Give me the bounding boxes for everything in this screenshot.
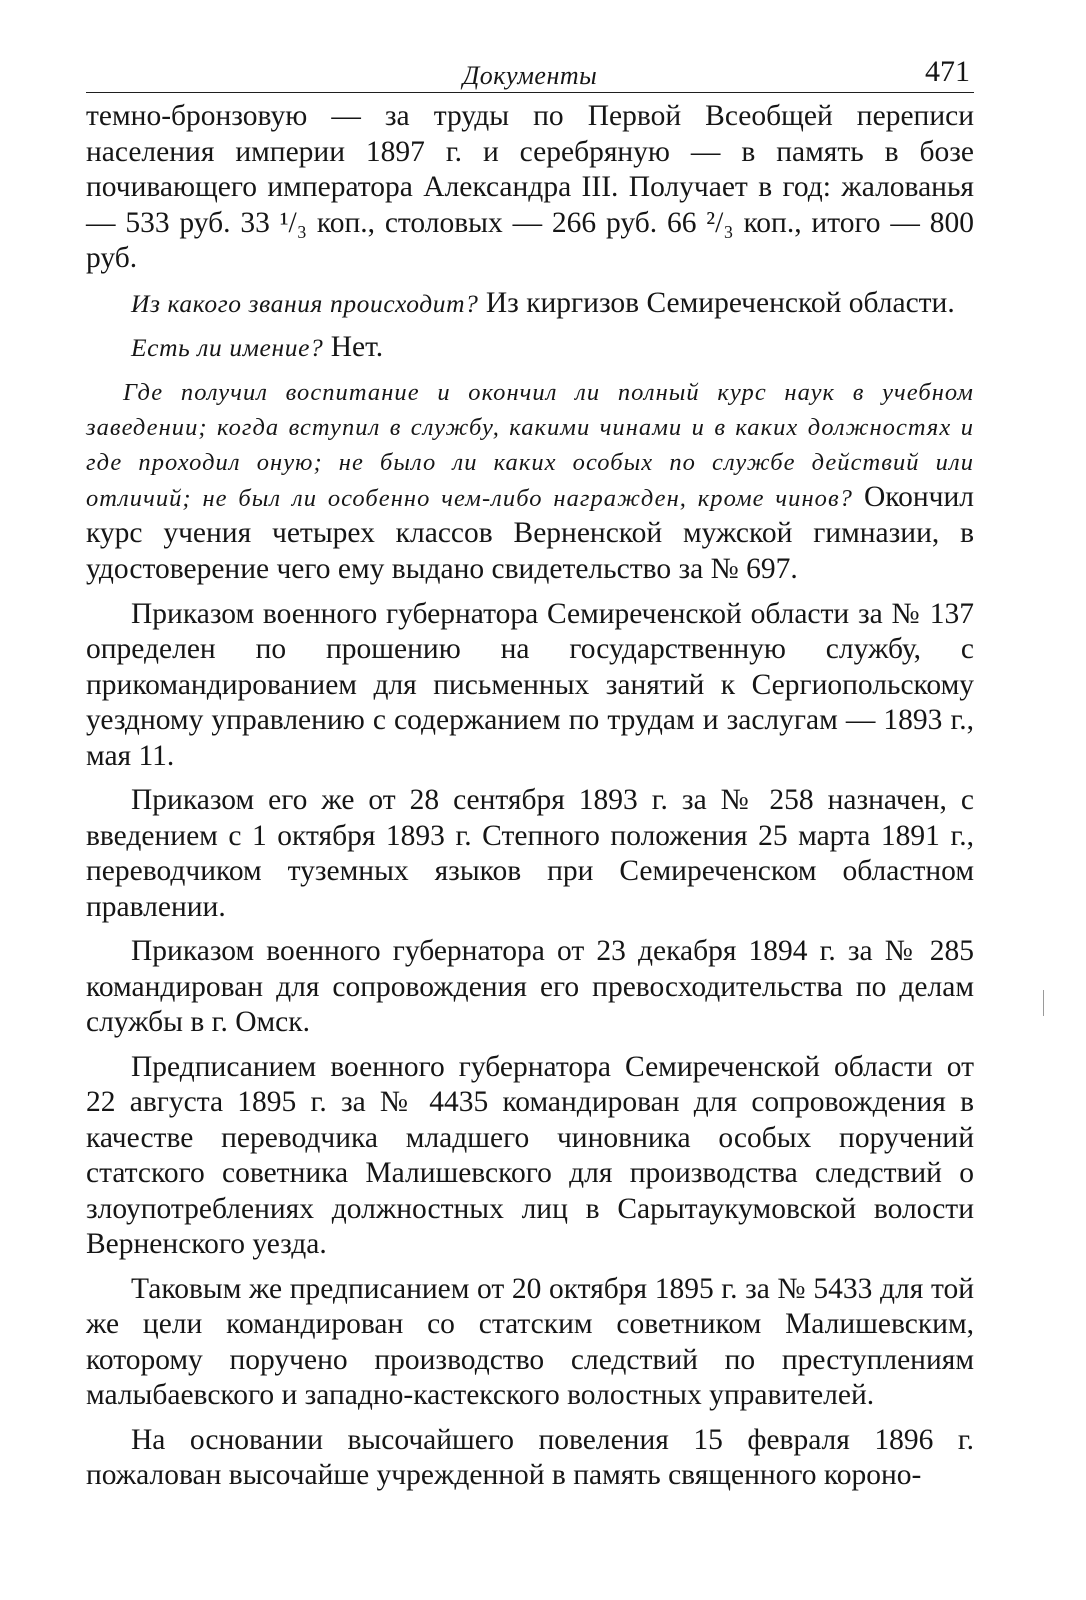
margin-mark [1043,990,1044,1016]
paragraph-decree-1896: На основании высочайшего повеления 15 февраля 1896 г. пожалован высочайше учрежденной в память священного короно- [86,1423,974,1491]
document-page [86,50,974,1503]
page-body [86,99,974,1494]
question-text: Из какого звания происходит? [131,288,479,318]
running-title: Документы [462,61,598,90]
answer-text: Окончил курс учения четырех классов Верненской мужской гимназии, в удостоверение чего ему выдано свидетельство за № 697. [86,480,974,585]
paragraph-order-5433: Таковым же предписанием от 20 октября 1895 г. за № 5433 для той же цели командирован со статским советником Малишевским, которому поручено производство следствий по преступлениям малыбаевского и западно-кастекского волостных управителей. [86,1272,974,1411]
answer-text: Нет. [323,331,384,363]
answer-text: Из киргизов Семиреченской области. [478,286,955,319]
page-header [86,50,974,93]
paragraph-order-137: Приказом военного губернатора Семиреченской области за № 137 определен по прошению на государственную службу, с прикомандированием для письменных занятий к Сергиопольскому уездному управлению с содержанием по трудам и заслугам — 1893 г., мая 11. [86,597,974,772]
paragraph-order-4435: Предписанием военного губернатора Семиреченской области от 22 августа 1895 г. за № 4435 командирован для сопровождения в качестве переводчика младшего чиновника особых поручений статского советника Малишевского для производства следствий о злоупотреблениях должностных лиц в Сарытаукумовской волости Верненского уезда. [86,1050,974,1260]
question-text: Есть ли имение? [131,333,324,362]
question-text: Где получил воспитание и окончил ли полный курс наук в учебном заведении; когда вступил в службу, какими чинами и в каких должностях и где проходил оную; не было ли каких особых по службе действий или отличий; не был ли особенно чем-либо награжден, кроме чинов? [86,378,974,512]
page-number: 471 [925,55,970,88]
question-education [86,375,974,588]
paragraph-order-285: Приказом военного губернатора от 23 декабря 1894 г. за № 285 командирован для сопровождения его превосходительства по делам службы в г. Омск. [86,935,974,1038]
question-origin [86,286,974,322]
paragraph-order-258: Приказом его же от 28 сентября 1893 г. за № 258 назначен, с введением с 1 октября 1893 г. Степного положения 25 марта 1891 г., переводчиком туземных языков при Семиреченском областном правлении. [86,784,974,923]
paragraph-continuation: темно-бронзовую — за труды по Первой Всеобщей переписи населения империи 1897 г. и серебряную — в память в бозе почивающего императора Александра III. Получает в год: жалованья — 533 руб. 33 ¹/₃ коп., столовых — 266 руб. 66 ²/₃ коп., итого — 800 руб. [86,100,974,274]
question-estate [86,330,974,366]
